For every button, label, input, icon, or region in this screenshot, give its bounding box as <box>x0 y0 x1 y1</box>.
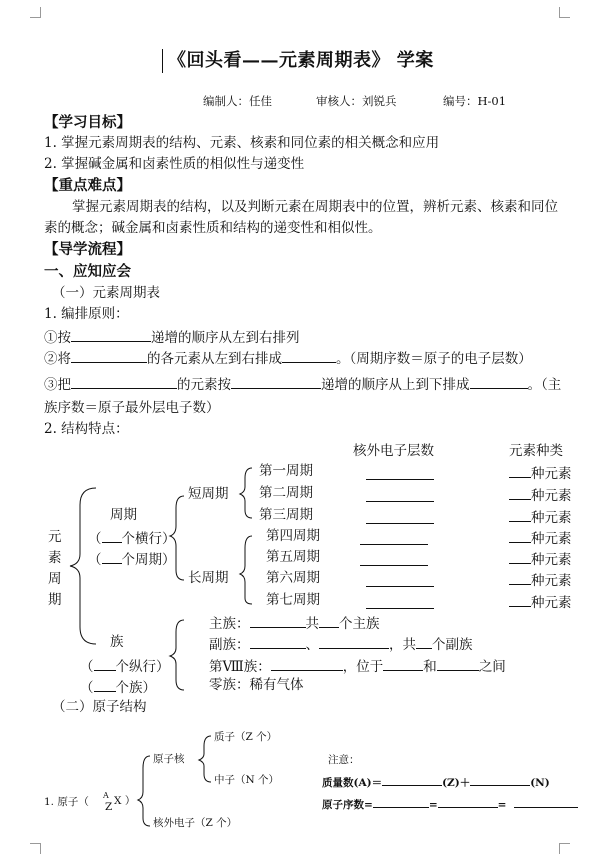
period-1: 第一周期 <box>259 463 313 479</box>
sub-group-pre: 副族： <box>209 637 250 653</box>
doc-number: 编号：H-01 <box>443 94 507 108</box>
atom-symbol: X ） <box>114 795 136 807</box>
proton-label: 质子（Z 个） <box>214 731 278 743</box>
atom-label: 1. 原子（ <box>44 796 89 808</box>
root-label-4: 期 <box>48 592 62 608</box>
guide-heading: 【导学流程】 <box>44 241 131 258</box>
kinds-suffix-6: 种元素 <box>531 573 572 589</box>
part-1-heading: 一、应知应会 <box>44 263 131 280</box>
rule-3-pre: ③把 <box>44 377 71 393</box>
group-cols: （ 个纵行） <box>80 659 170 675</box>
main-group-mid: 共 <box>305 616 319 632</box>
col-header-kinds: 元素种类 <box>509 443 563 459</box>
sub-group-blank-1[interactable] <box>250 636 306 649</box>
ordinal-eq-2: = <box>497 799 507 811</box>
group-count: （ 个族） <box>80 680 156 696</box>
kinds-blank-7[interactable] <box>509 594 531 607</box>
ordinal-blank-1[interactable] <box>373 797 429 808</box>
main-group-pre: 主族： <box>209 616 250 632</box>
period-count-text: 个周期） <box>121 552 176 568</box>
kinds-suffix-7: 种元素 <box>531 595 572 611</box>
period-3: 第三周期 <box>259 507 313 523</box>
group-eight-mid: ，位于 <box>342 659 384 675</box>
editor-label: 编制人：任佳 <box>203 94 272 108</box>
rule-3-post: 。（主 <box>527 377 562 393</box>
group-eight-blank-3[interactable] <box>437 658 479 671</box>
mass-blank-1[interactable] <box>382 775 442 786</box>
zero-group: 零族：稀有气体 <box>209 677 304 693</box>
group-eight-pre: 第Ⅷ族： <box>209 659 271 675</box>
kinds-3 <box>509 509 572 526</box>
layer-blank-1[interactable] <box>366 479 434 480</box>
mass-pre: 质量数(A)＝ <box>322 777 383 789</box>
period-label: 周期 <box>110 507 137 523</box>
atom-symbol-subscript: Z <box>105 801 113 813</box>
key-heading: 【重点难点】 <box>44 177 131 194</box>
layer-blank-5[interactable] <box>360 565 428 566</box>
ordinal-blank-3[interactable] <box>514 797 578 808</box>
page-title: 《回头看——元素周期表》 学案 <box>168 50 434 71</box>
group-eight <box>209 658 506 675</box>
period-4: 第四周期 <box>266 528 320 544</box>
period-rows: （ 个横行） <box>88 531 176 547</box>
sub-group-blank-2[interactable] <box>319 636 389 649</box>
period-2: 第二周期 <box>259 485 313 501</box>
rule-3-mid2: 递增的顺序从上到下排成 <box>321 377 470 393</box>
kinds-suffix-4: 种元素 <box>531 531 572 547</box>
root-label-2: 素 <box>48 550 62 566</box>
kinds-blank-6[interactable] <box>509 572 531 585</box>
kinds-blank-5[interactable] <box>509 551 531 564</box>
kinds-4 <box>509 530 572 547</box>
root-label-3: 周 <box>48 571 62 587</box>
goals-heading: 【学习目标】 <box>44 114 131 131</box>
ordinal-blank-2[interactable] <box>438 797 498 808</box>
main-group-blank-2[interactable] <box>319 615 339 628</box>
kinds-blank-3[interactable] <box>509 509 531 522</box>
main-group-blank-1[interactable] <box>250 615 306 628</box>
sub-group-sep: 、 <box>305 637 319 653</box>
group-eight-and: 和 <box>423 659 437 675</box>
mass-n: (N) <box>530 777 550 789</box>
col-header-layers: 核外电子层数 <box>353 443 434 459</box>
rule-1-post: 递增的顺序从左到右排列 <box>151 330 300 346</box>
struct-heading: 2. 结构特点： <box>44 421 129 437</box>
sub-group-blank-3[interactable] <box>416 636 432 649</box>
reviewer-label: 审核人：刘锐兵 <box>316 94 397 108</box>
period-rows-blank[interactable] <box>102 530 122 543</box>
goal-1: 1. 掌握元素周期表的结构、元素、核素和同位素的相关概念和应用 <box>44 135 440 151</box>
sub-2-heading: （二）原子结构 <box>52 699 147 715</box>
neutron-label: 中子（N 个） <box>214 774 280 786</box>
mass-z: (Z)＋ <box>442 777 471 789</box>
root-label-1: 元 <box>48 529 62 545</box>
group-eight-post: 之间 <box>478 659 506 675</box>
goal-2: 2. 掌握碱金属和卤素性质的相似性与递变性 <box>44 156 305 172</box>
period-5: 第五周期 <box>266 549 320 565</box>
ordinal-eq-1: = <box>428 799 438 811</box>
kinds-7 <box>509 594 572 611</box>
group-cols-text: 个纵行） <box>115 659 170 675</box>
kinds-suffix-3: 种元素 <box>531 510 572 526</box>
group-eight-blank-2[interactable] <box>383 658 423 671</box>
period-rows-text: 个横行） <box>121 531 176 547</box>
kinds-blank-1[interactable] <box>509 465 531 478</box>
sub-1-heading: （一）元素周期表 <box>52 285 160 301</box>
kinds-suffix-1: 种元素 <box>531 466 572 482</box>
electron-label: 核外电子（Z 个） <box>153 817 238 829</box>
group-count-text: 个族） <box>115 680 156 696</box>
rule-heading: 1. 编排原则： <box>44 306 129 322</box>
sub-group-post: 个副族 <box>432 637 473 653</box>
kinds-6 <box>509 572 572 589</box>
kinds-2 <box>509 487 572 504</box>
group-label: 族 <box>110 634 124 650</box>
group-count-blank[interactable] <box>94 679 116 692</box>
period-6: 第六周期 <box>266 570 320 586</box>
long-period-label: 长周期 <box>188 570 229 586</box>
rule-3-line-2: 族序数＝原子最外层电子数） <box>44 400 220 416</box>
main-group-post: 个主族 <box>339 616 380 632</box>
mass-blank-2[interactable] <box>470 775 530 786</box>
layer-blank-7[interactable] <box>366 608 434 609</box>
period-7: 第七周期 <box>266 592 320 608</box>
key-line-2: 素的概念；碱金属和卤素性质和结构的递变性和相似性。 <box>44 220 382 236</box>
group-cols-blank[interactable] <box>94 658 116 671</box>
nucleus-label: 原子核 <box>153 753 185 765</box>
key-line-1: 掌握元素周期表的结构，以及判断元素在周期表中的位置，辨析元素、核素和同位 <box>72 199 558 215</box>
kinds-blank-2[interactable] <box>509 487 531 500</box>
ordinal-pre: 原子序数= <box>322 799 373 811</box>
kinds-1 <box>509 465 572 482</box>
rule-2-post: 。（周期序数＝原子的电子层数） <box>336 351 532 367</box>
mass-number <box>322 775 550 789</box>
kinds-5 <box>509 551 572 568</box>
atom-symbol-superscript: A <box>103 791 109 800</box>
rule-3-mid: 的元素按 <box>177 377 231 393</box>
short-period-label: 短周期 <box>188 486 229 502</box>
atomic-number <box>322 797 578 811</box>
note-label: 注意： <box>328 754 360 766</box>
period-count: （ 个周期） <box>88 552 176 568</box>
sub-group <box>209 636 473 653</box>
layer-blank-3[interactable] <box>366 523 434 524</box>
layer-blank-6[interactable] <box>366 586 434 587</box>
period-count-blank[interactable] <box>102 551 122 564</box>
rule-2-mid: 的各元素从左到右排成 <box>147 351 282 367</box>
kinds-suffix-2: 种元素 <box>531 488 572 504</box>
layer-blank-2[interactable] <box>366 501 434 502</box>
sub-group-mid: ，共 <box>389 637 416 653</box>
main-group <box>209 615 380 632</box>
group-eight-blank-1[interactable] <box>271 658 343 671</box>
kinds-suffix-5: 种元素 <box>531 552 572 568</box>
rule-2-pre: ②将 <box>44 351 71 367</box>
layer-blank-4[interactable] <box>360 544 428 545</box>
kinds-blank-4[interactable] <box>509 530 531 543</box>
rule-1-pre: ①按 <box>44 330 71 346</box>
